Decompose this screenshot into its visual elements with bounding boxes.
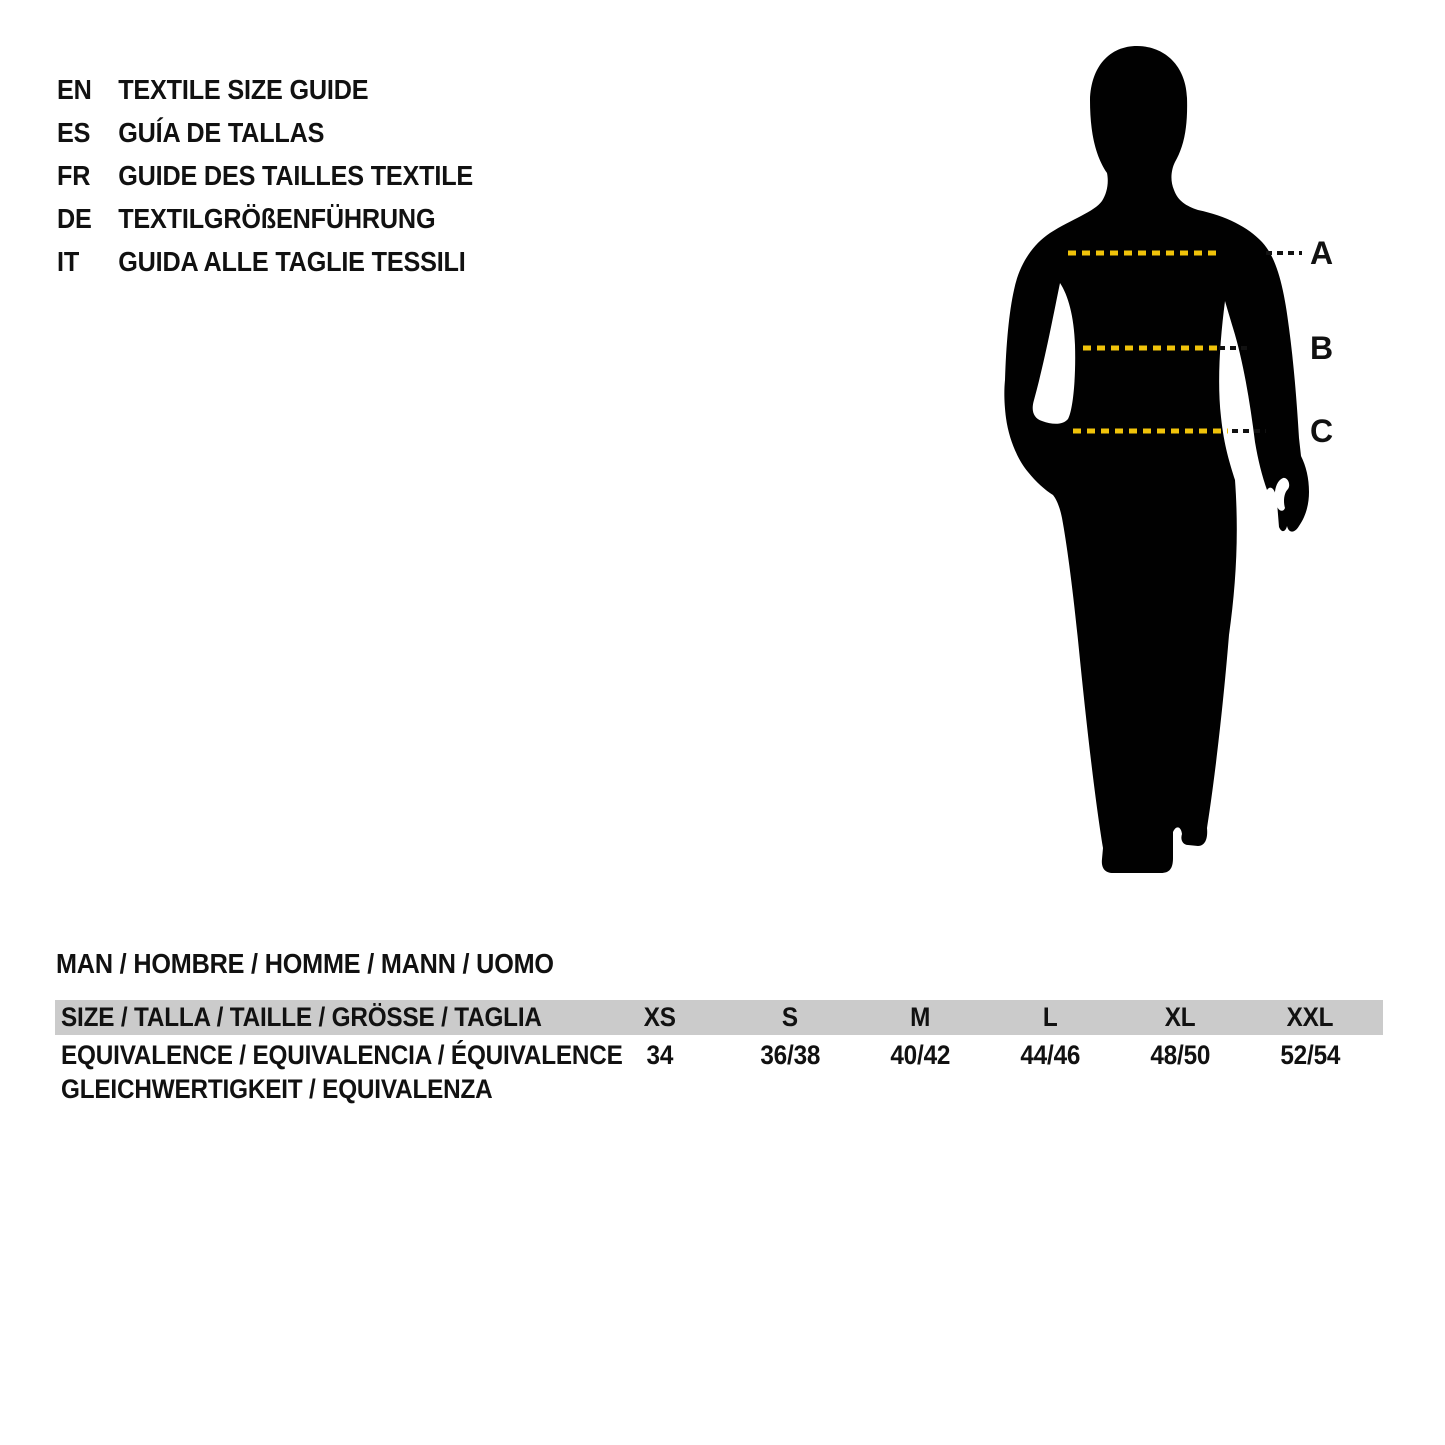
language-guide-list [57,68,519,283]
language-code: DE [57,203,92,234]
equivalence-value-xxl: 52/54 [1280,1040,1340,1070]
language-label: GUÍA DE TALLAS [118,117,325,148]
language-code: FR [57,160,91,191]
measure-label-c: C [1310,413,1334,449]
language-label: GUIDA ALLE TAGLIE TESSILI [118,246,466,277]
size-header-m: M [909,1002,931,1032]
size-header-s: S [781,1002,799,1032]
table-header-label: SIZE / TALLA / TAILLE / GRÖSSE / TAGLIA [61,1002,542,1032]
language-row-fr [57,154,519,197]
size-header-l: L [1042,1002,1058,1032]
size-header-xs: XS [643,1002,677,1032]
language-label: TEXTILE SIZE GUIDE [118,74,369,105]
equivalence-label-line2: GLEICHWERTIGKEIT / EQUIVALENZA [61,1074,493,1104]
language-row-en [57,68,519,111]
language-label: GUIDE DES TAILLES TEXTILE [118,160,474,191]
equivalence-value-l: 44/46 [1020,1040,1080,1070]
language-label: TEXTILGRÖßENFÜHRUNG [118,203,436,234]
category-title: MAN / HOMBRE / HOMME / MANN / UOMO [56,948,554,979]
size-header-xl: XL [1164,1002,1196,1032]
equivalence-label-line1: EQUIVALENCE / EQUIVALENCIA / ÉQUIVALENCE [61,1040,623,1070]
language-row-es [57,111,519,154]
equivalence-value-m: 40/42 [890,1040,950,1070]
language-code: ES [57,117,91,148]
equivalence-value-xl: 48/50 [1150,1040,1210,1070]
man-silhouette [1004,46,1309,873]
language-code: EN [57,74,92,105]
measure-label-a: A [1310,235,1334,271]
language-code: IT [57,246,80,277]
equivalence-value-s: 36/38 [760,1040,820,1070]
size-header-xxl: XXL [1286,1002,1334,1032]
equivalence-value-xs: 34 [646,1040,674,1070]
language-row-de [57,197,519,240]
measure-label-b: B [1310,330,1334,366]
language-row-it [57,240,519,283]
man-silhouette-figure [1000,40,1345,890]
